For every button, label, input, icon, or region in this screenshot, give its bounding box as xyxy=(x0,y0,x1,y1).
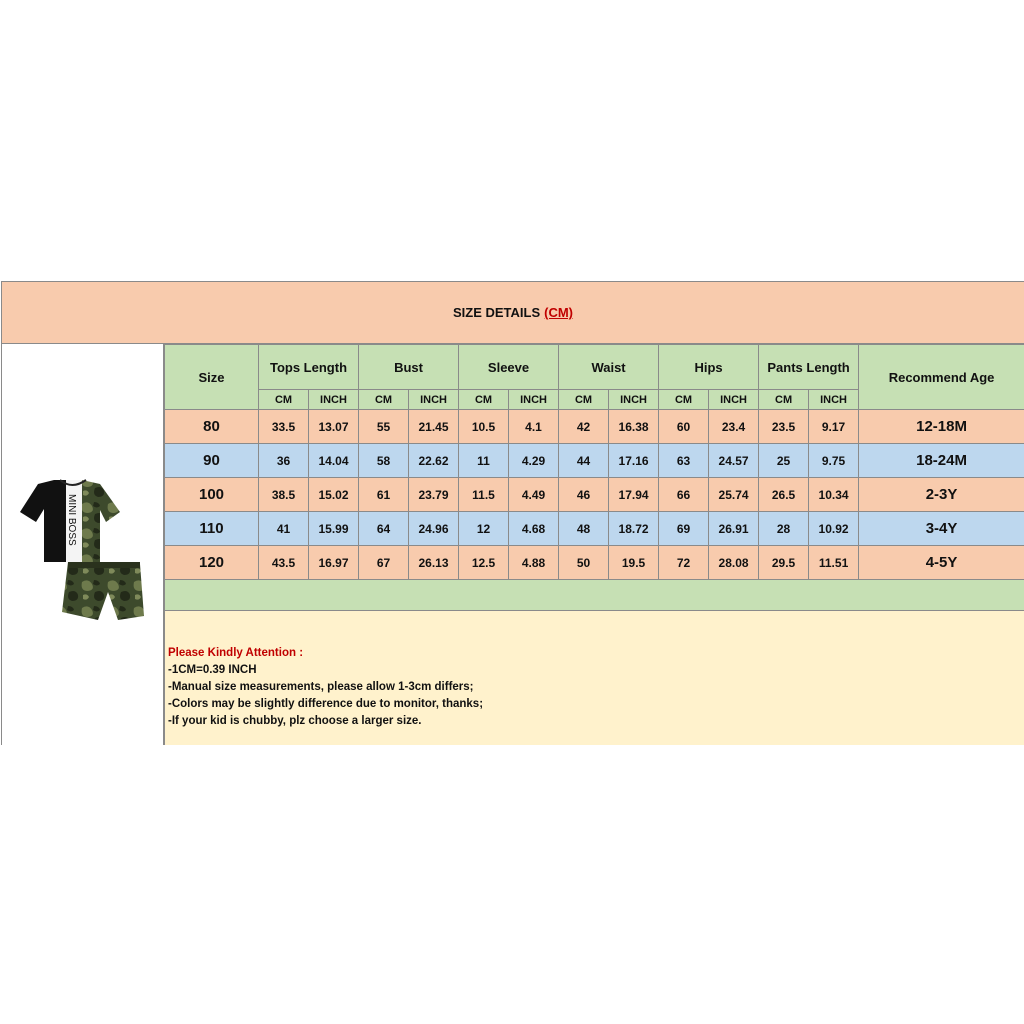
measurement-cell: 61 xyxy=(359,478,409,512)
measurement-cell: 72 xyxy=(659,546,709,580)
measurement-cell: 18.72 xyxy=(609,512,659,546)
title-text: SIZE DETAILS xyxy=(452,305,541,320)
measurement-cell: 23.79 xyxy=(409,478,459,512)
shirt-print: MINI BOSS xyxy=(66,494,77,546)
unit-cm: CM xyxy=(359,390,409,410)
unit-cm: CM xyxy=(759,390,809,410)
size-cell: 90 xyxy=(165,444,259,478)
measurement-cell: 22.62 xyxy=(409,444,459,478)
table-row xyxy=(165,444,1024,478)
size-cell: 100 xyxy=(165,478,259,512)
measurement-cell: 55 xyxy=(359,410,409,444)
measurement-cell: 33.5 xyxy=(259,410,309,444)
product-image-panel xyxy=(2,344,164,745)
measurement-cell: 28.08 xyxy=(709,546,759,580)
title-unit: (CM) xyxy=(544,305,574,320)
measurement-cell: 4.1 xyxy=(509,410,559,444)
measurement-cell: 38.5 xyxy=(259,478,309,512)
measurement-cell: 58 xyxy=(359,444,409,478)
measurement-cell: 25.74 xyxy=(709,478,759,512)
age-cell: 12-18M xyxy=(859,410,1024,444)
unit-cm: CM xyxy=(459,390,509,410)
size-chart xyxy=(1,281,1024,745)
unit-inch: INCH xyxy=(309,390,359,410)
measurement-cell: 16.38 xyxy=(609,410,659,444)
measurement-cell: 64 xyxy=(359,512,409,546)
measurement-cell: 15.99 xyxy=(309,512,359,546)
header-sleeve: Sleeve xyxy=(459,345,559,390)
measurement-cell: 4.29 xyxy=(509,444,559,478)
table-row xyxy=(165,410,1024,444)
table-row xyxy=(165,546,1024,580)
measurement-cell: 66 xyxy=(659,478,709,512)
measurement-cell: 67 xyxy=(359,546,409,580)
measurement-cell: 11.5 xyxy=(459,478,509,512)
note-line: -If your kid is chubby, plz choose a larger size. xyxy=(168,715,422,727)
header-row xyxy=(165,345,1024,390)
measurement-cell: 10.34 xyxy=(809,478,859,512)
measurement-cell: 23.5 xyxy=(759,410,809,444)
header-size: Size xyxy=(165,345,259,410)
measurement-cell: 26.13 xyxy=(409,546,459,580)
table-row xyxy=(165,512,1024,546)
unit-inch: INCH xyxy=(809,390,859,410)
note-line: -Colors may be slightly difference due to monitor, thanks; xyxy=(168,698,484,710)
unit-cm: CM xyxy=(559,390,609,410)
measurement-cell: 19.5 xyxy=(609,546,659,580)
size-cell: 110 xyxy=(165,512,259,546)
table-row xyxy=(165,478,1024,512)
measurement-cell: 9.17 xyxy=(809,410,859,444)
unit-inch: INCH xyxy=(509,390,559,410)
unit-inch: INCH xyxy=(409,390,459,410)
header-pants-length: Pants Length xyxy=(759,345,859,390)
unit-cm: CM xyxy=(659,390,709,410)
header-hips: Hips xyxy=(659,345,759,390)
measurement-cell: 11 xyxy=(459,444,509,478)
notes-heading: Please Kindly Attention : xyxy=(168,647,304,659)
age-cell: 2-3Y xyxy=(859,478,1024,512)
measurement-cell: 9.75 xyxy=(809,444,859,478)
measurement-cell: 17.94 xyxy=(609,478,659,512)
spacer-row xyxy=(165,580,1024,611)
measurement-cell: 50 xyxy=(559,546,609,580)
note-line: -Manual size measurements, please allow 1-3cm differs; xyxy=(168,681,474,693)
measurement-cell: 44 xyxy=(559,444,609,478)
measurement-cell: 12 xyxy=(459,512,509,546)
age-cell: 18-24M xyxy=(859,444,1024,478)
measurement-cell: 10.92 xyxy=(809,512,859,546)
unit-inch: INCH xyxy=(609,390,659,410)
measurement-cell: 41 xyxy=(259,512,309,546)
header-recommend-age: Recommend Age xyxy=(859,345,1024,410)
measurement-cell: 14.04 xyxy=(309,444,359,478)
measurement-cell: 15.02 xyxy=(309,478,359,512)
age-cell: 3-4Y xyxy=(859,512,1024,546)
spacer-cell xyxy=(165,580,1024,611)
measurement-cell: 24.96 xyxy=(409,512,459,546)
note-line: -1CM=0.39 INCH xyxy=(168,664,257,676)
measurement-cell: 28 xyxy=(759,512,809,546)
measurement-cell: 29.5 xyxy=(759,546,809,580)
tshirt xyxy=(20,480,120,562)
outfit-illustration xyxy=(2,344,164,745)
measurement-cell: 63 xyxy=(659,444,709,478)
measurement-cell: 12.5 xyxy=(459,546,509,580)
header-tops-length: Tops Length xyxy=(259,345,359,390)
measurement-cell: 36 xyxy=(259,444,309,478)
measurement-cell: 11.51 xyxy=(809,546,859,580)
measurement-cell: 46 xyxy=(559,478,609,512)
measurement-cell: 24.57 xyxy=(709,444,759,478)
measurement-cell: 17.16 xyxy=(609,444,659,478)
shorts xyxy=(62,562,144,620)
measurement-cell: 10.5 xyxy=(459,410,509,444)
measurement-cell: 13.07 xyxy=(309,410,359,444)
measurement-cell: 25 xyxy=(759,444,809,478)
size-cell: 120 xyxy=(165,546,259,580)
age-cell: 4-5Y xyxy=(859,546,1024,580)
attention-notes xyxy=(164,611,1024,745)
measurement-cell: 4.68 xyxy=(509,512,559,546)
measurement-cell: 4.88 xyxy=(509,546,559,580)
measurement-cell: 26.5 xyxy=(759,478,809,512)
unit-inch: INCH xyxy=(709,390,759,410)
size-cell: 80 xyxy=(165,410,259,444)
measurement-cell: 43.5 xyxy=(259,546,309,580)
measurement-cell: 42 xyxy=(559,410,609,444)
measurement-cell: 69 xyxy=(659,512,709,546)
measurement-cell: 48 xyxy=(559,512,609,546)
measurement-cell: 26.91 xyxy=(709,512,759,546)
size-chart-title xyxy=(2,281,1024,344)
measurement-cell: 60 xyxy=(659,410,709,444)
measurement-cell: 4.49 xyxy=(509,478,559,512)
measurement-cell: 16.97 xyxy=(309,546,359,580)
header-waist: Waist xyxy=(559,345,659,390)
unit-cm: CM xyxy=(259,390,309,410)
size-table xyxy=(164,344,1024,611)
measurement-cell: 23.4 xyxy=(709,410,759,444)
header-bust: Bust xyxy=(359,345,459,390)
measurement-cell: 21.45 xyxy=(409,410,459,444)
